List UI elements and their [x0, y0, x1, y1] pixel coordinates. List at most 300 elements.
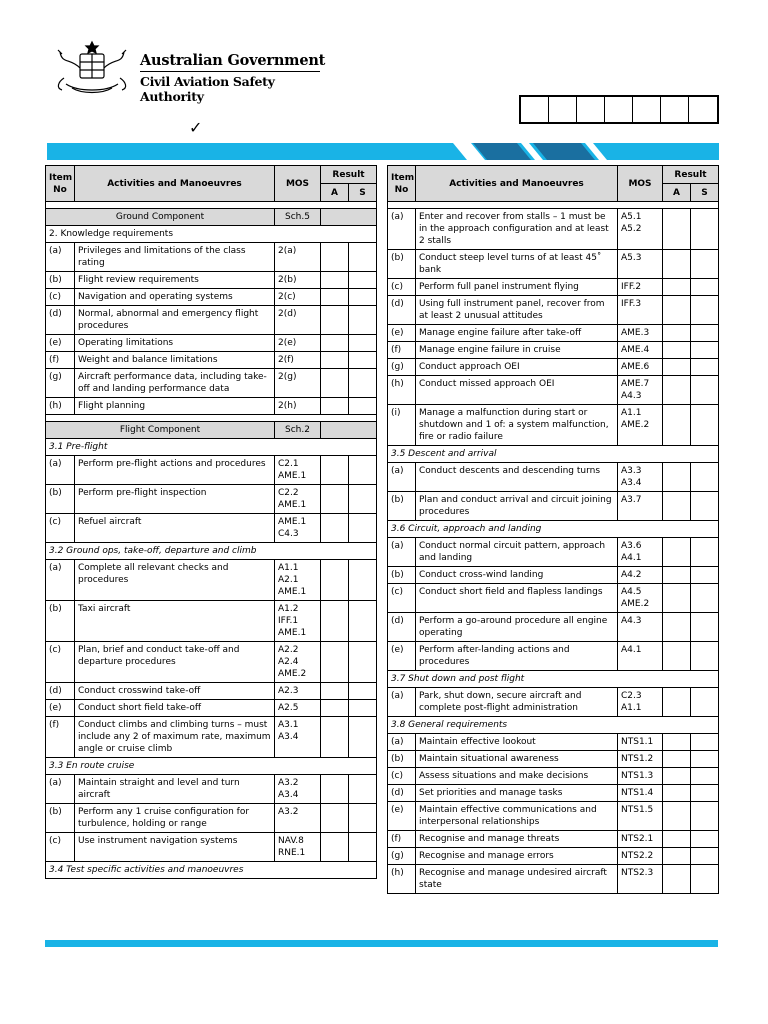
result-a-cell[interactable] [663, 785, 691, 802]
activity: Manage a malfunction during start or shutdown and 1 of: a system malfunction, fire or radio failure [416, 405, 618, 446]
section-3-8-rows [388, 734, 719, 894]
activity: Conduct missed approach OEI [416, 376, 618, 405]
result-s-cell[interactable] [349, 775, 377, 804]
checklist-row [46, 717, 377, 758]
section-3-6-heading: 3.6 Circuit, approach and landing [388, 521, 719, 538]
mos-ref: A4.5 AME.2 [618, 584, 663, 613]
activity: Conduct short field take-off [75, 700, 275, 717]
item-no: (c) [46, 833, 75, 862]
checklist-row [46, 560, 377, 601]
result-s-cell[interactable] [349, 804, 377, 833]
result-a-cell[interactable] [663, 342, 691, 359]
result-s-header: S [349, 184, 377, 202]
id-box[interactable] [633, 97, 661, 122]
mos-ref: A3.2 A3.4 [275, 775, 321, 804]
result-s-cell[interactable] [691, 613, 719, 642]
checklist-row [388, 613, 719, 642]
result-a-cell[interactable] [321, 456, 349, 485]
checklist-row [388, 768, 719, 785]
checklist-row [388, 785, 719, 802]
candidate-id-boxes[interactable] [519, 95, 719, 124]
section-3-5-heading: 3.5 Descent and arrival [388, 446, 719, 463]
activity: Recognise and manage threats [416, 831, 618, 848]
checklist-row [388, 296, 719, 325]
activities-header: Activities and Manoeuvres [75, 166, 275, 202]
result-a-cell[interactable] [321, 352, 349, 369]
item-no: (b) [46, 804, 75, 833]
result-s-cell[interactable] [691, 848, 719, 865]
result-s-cell[interactable] [349, 485, 377, 514]
result-a-cell[interactable] [663, 768, 691, 785]
result-s-cell[interactable] [691, 325, 719, 342]
activity: Recognise and manage undesired aircraft state [416, 865, 618, 894]
result-a-cell[interactable] [321, 398, 349, 415]
item-no: (c) [46, 514, 75, 543]
checklist-row [388, 250, 719, 279]
result-s-header: S [691, 184, 719, 202]
mos-ref: A4.1 [618, 642, 663, 671]
item-no: (f) [46, 717, 75, 758]
mos-ref: NTS1.5 [618, 802, 663, 831]
checklist-row [388, 688, 719, 717]
item-no: (a) [388, 734, 416, 751]
activity: Operating limitations [75, 335, 275, 352]
activity: Conduct steep level turns of at least 45˚ bank [416, 250, 618, 279]
mos-ref: NTS2.3 [618, 865, 663, 894]
mos-ref: A1.1 A2.1 AME.1 [275, 560, 321, 601]
checklist-row [388, 342, 719, 359]
item-no: (d) [46, 306, 75, 335]
mos-ref: 2(c) [275, 289, 321, 306]
result-a-cell[interactable] [663, 865, 691, 894]
section-3-4-heading: 3.4 Test specific activities and manoeuvres [46, 862, 377, 879]
result-a-cell[interactable] [663, 405, 691, 446]
checklist-row [46, 833, 377, 862]
result-s-cell[interactable] [349, 456, 377, 485]
result-s-cell[interactable] [691, 359, 719, 376]
mos-ref: NTS1.3 [618, 768, 663, 785]
section-3-1-heading: 3.1 Pre-flight [46, 439, 377, 456]
checklist-row [46, 272, 377, 289]
result-a-header: A [321, 184, 349, 202]
result-s-cell[interactable] [349, 700, 377, 717]
result-a-cell[interactable] [321, 243, 349, 272]
flight-component-sch: Sch.2 [275, 422, 321, 439]
knowledge-heading: 2. Knowledge requirements [46, 226, 377, 243]
result-s-cell[interactable] [349, 683, 377, 700]
checklist-row [46, 456, 377, 485]
item-no: (c) [388, 279, 416, 296]
mos-ref: IFF.3 [618, 296, 663, 325]
activity: Perform pre-flight inspection [75, 485, 275, 514]
result-s-cell[interactable] [691, 688, 719, 717]
header-banner [47, 143, 719, 160]
activity: Refuel aircraft [75, 514, 275, 543]
result-s-cell[interactable] [691, 734, 719, 751]
activity: Conduct cross-wind landing [416, 567, 618, 584]
result-a-cell[interactable] [321, 683, 349, 700]
result-s-cell[interactable] [349, 398, 377, 415]
section-3-8-heading: 3.8 General requirements [388, 717, 719, 734]
knowledge-rows [46, 243, 377, 415]
item-no: (g) [388, 848, 416, 865]
result-s-cell[interactable] [349, 514, 377, 543]
mos-ref: A4.2 [618, 567, 663, 584]
activity: Conduct climbs and climbing turns – must include any 2 of maximum rate, maximum angle or cruise climb [75, 717, 275, 758]
item-no: (a) [388, 463, 416, 492]
result-s-cell[interactable] [349, 306, 377, 335]
result-header: Result [663, 166, 719, 184]
checklist-row [388, 463, 719, 492]
result-a-cell[interactable] [663, 848, 691, 865]
result-a-cell[interactable] [663, 613, 691, 642]
activity: Conduct descents and descending turns [416, 463, 618, 492]
result-s-cell[interactable] [349, 369, 377, 398]
result-s-cell[interactable] [691, 802, 719, 831]
result-s-cell[interactable] [691, 463, 719, 492]
item-no: (c) [388, 768, 416, 785]
mos-ref: C2.3 A1.1 [618, 688, 663, 717]
checklist-row [46, 775, 377, 804]
activity: Manage engine failure in cruise [416, 342, 618, 359]
result-a-cell[interactable] [321, 514, 349, 543]
activity: Maintain effective lookout [416, 734, 618, 751]
result-s-cell[interactable] [691, 831, 719, 848]
checklist-row [388, 209, 719, 250]
checklist-row [388, 584, 719, 613]
mos-ref: 2(b) [275, 272, 321, 289]
left-checklist-table [45, 165, 377, 879]
activity: Set priorities and manage tasks [416, 785, 618, 802]
result-s-cell[interactable] [691, 296, 719, 325]
mos-ref: A2.5 [275, 700, 321, 717]
item-no: (a) [46, 775, 75, 804]
section-3-6-rows [388, 538, 719, 671]
mos-ref: AME.3 [618, 325, 663, 342]
activity: Maintain straight and level and turn aircraft [75, 775, 275, 804]
item-no: (f) [46, 352, 75, 369]
mos-ref: A5.1 A5.2 [618, 209, 663, 250]
result-s-cell[interactable] [349, 642, 377, 683]
result-a-cell[interactable] [663, 376, 691, 405]
item-no-header: Item No [46, 166, 75, 202]
item-no: (b) [388, 250, 416, 279]
activity: Perform pre-flight actions and procedures [75, 456, 275, 485]
item-no: (e) [46, 700, 75, 717]
result-s-cell[interactable] [691, 376, 719, 405]
mos-ref: A4.3 [618, 613, 663, 642]
section-3-7-rows [388, 688, 719, 717]
activity: Aircraft performance data, including take-off and landing performance data [75, 369, 275, 398]
checklist-row [388, 865, 719, 894]
mos-ref: A1.2 IFF.1 AME.1 [275, 601, 321, 642]
id-box[interactable] [577, 97, 605, 122]
section-3-3-heading: 3.3 En route cruise [46, 758, 377, 775]
result-s-cell[interactable] [691, 250, 719, 279]
activities-header: Activities and Manoeuvres [416, 166, 618, 202]
result-s-cell[interactable] [349, 560, 377, 601]
coat-of-arms-icon [52, 38, 132, 98]
activity: Maintain effective communications and interpersonal relationships [416, 802, 618, 831]
item-no: (b) [46, 485, 75, 514]
checklist-row [388, 751, 719, 768]
item-no: (d) [388, 613, 416, 642]
result-a-cell[interactable] [663, 751, 691, 768]
check-mark-icon: ✓ [189, 118, 203, 137]
item-no: (d) [388, 785, 416, 802]
result-a-cell[interactable] [321, 272, 349, 289]
checklist-row [388, 802, 719, 831]
result-s-cell[interactable] [691, 642, 719, 671]
item-no: (h) [46, 398, 75, 415]
mos-ref: 2(a) [275, 243, 321, 272]
item-no: (a) [388, 209, 416, 250]
item-no: (a) [46, 243, 75, 272]
result-a-cell[interactable] [321, 560, 349, 601]
result-a-cell[interactable] [321, 306, 349, 335]
mos-ref: NAV.8 RNE.1 [275, 833, 321, 862]
mos-ref: A2.2 A2.4 AME.2 [275, 642, 321, 683]
checklist-row [46, 243, 377, 272]
result-a-cell[interactable] [321, 833, 349, 862]
mos-ref: NTS2.1 [618, 831, 663, 848]
result-s-cell[interactable] [349, 289, 377, 306]
result-a-cell[interactable] [663, 209, 691, 250]
item-no: (c) [46, 289, 75, 306]
activity: Plan, brief and conduct take-off and departure procedures [75, 642, 275, 683]
org-line-1: Australian Government [140, 52, 326, 69]
mos-header: MOS [618, 166, 663, 202]
casa-header [52, 38, 332, 105]
result-a-cell[interactable] [663, 538, 691, 567]
item-no: (a) [46, 456, 75, 485]
item-no: (a) [46, 560, 75, 601]
result-a-cell[interactable] [321, 485, 349, 514]
activity: Perform any 1 cruise configuration for turbulence, holding or range [75, 804, 275, 833]
result-a-cell[interactable] [663, 463, 691, 492]
activity: Weight and balance limitations [75, 352, 275, 369]
result-s-cell[interactable] [691, 405, 719, 446]
result-a-cell[interactable] [663, 279, 691, 296]
item-no: (b) [388, 567, 416, 584]
id-box[interactable] [605, 97, 633, 122]
item-no: (a) [388, 538, 416, 567]
result-a-cell[interactable] [321, 289, 349, 306]
result-s-cell[interactable] [691, 492, 719, 521]
activity: Normal, abnormal and emergency flight procedures [75, 306, 275, 335]
checklist-row [46, 352, 377, 369]
result-s-cell[interactable] [691, 584, 719, 613]
checklist-row [388, 831, 719, 848]
result-a-cell[interactable] [663, 642, 691, 671]
mos-ref: A3.7 [618, 492, 663, 521]
checklist-row [46, 369, 377, 398]
section-3-4-rows [388, 209, 719, 446]
result-s-cell[interactable] [691, 751, 719, 768]
checklist-row [388, 848, 719, 865]
activity: Enter and recover from stalls – 1 must be in the approach configuration and at least 2 stalls [416, 209, 618, 250]
activity: Flight review requirements [75, 272, 275, 289]
result-a-cell[interactable] [321, 700, 349, 717]
item-no: (b) [388, 751, 416, 768]
activity: Manage engine failure after take-off [416, 325, 618, 342]
section-3-7-heading: 3.7 Shut down and post flight [388, 671, 719, 688]
result-a-cell[interactable] [663, 250, 691, 279]
result-s-cell[interactable] [349, 272, 377, 289]
checklist-row [46, 601, 377, 642]
mos-ref: AME.4 [618, 342, 663, 359]
item-no: (c) [46, 642, 75, 683]
result-s-cell[interactable] [349, 335, 377, 352]
mos-ref: NTS1.2 [618, 751, 663, 768]
result-header: Result [321, 166, 377, 184]
result-a-cell[interactable] [663, 325, 691, 342]
activity: Using full instrument panel, recover from at least 2 unusual attitudes [416, 296, 618, 325]
result-s-cell[interactable] [349, 717, 377, 758]
flight-component-title: Flight Component [46, 422, 275, 439]
result-a-cell[interactable] [663, 688, 691, 717]
mos-ref: A3.3 A3.4 [618, 463, 663, 492]
mos-ref: C2.1 AME.1 [275, 456, 321, 485]
mos-ref: AME.1 C4.3 [275, 514, 321, 543]
activity: Recognise and manage errors [416, 848, 618, 865]
activity: Perform full panel instrument flying [416, 279, 618, 296]
result-s-cell[interactable] [691, 279, 719, 296]
activity: Flight planning [75, 398, 275, 415]
activity: Assess situations and make decisions [416, 768, 618, 785]
activity: Privileges and limitations of the class rating [75, 243, 275, 272]
result-s-cell[interactable] [691, 768, 719, 785]
item-no: (f) [388, 831, 416, 848]
activity: Conduct short field and flapless landings [416, 584, 618, 613]
activity: Navigation and operating systems [75, 289, 275, 306]
section-3-3-rows [46, 775, 377, 862]
result-a-cell[interactable] [663, 802, 691, 831]
checklist-row [46, 642, 377, 683]
result-s-cell[interactable] [691, 342, 719, 359]
activity: Complete all relevant checks and procedures [75, 560, 275, 601]
checklist-row [388, 567, 719, 584]
id-box[interactable] [689, 97, 717, 122]
mos-ref: NTS1.4 [618, 785, 663, 802]
activity: Use instrument navigation systems [75, 833, 275, 862]
mos-ref: NTS1.1 [618, 734, 663, 751]
id-box[interactable] [521, 97, 549, 122]
mos-ref: 2(f) [275, 352, 321, 369]
result-a-cell[interactable] [663, 831, 691, 848]
result-a-cell[interactable] [663, 734, 691, 751]
result-s-cell[interactable] [691, 567, 719, 584]
item-no: (e) [388, 325, 416, 342]
org-divider [140, 71, 320, 72]
result-a-cell[interactable] [663, 567, 691, 584]
ground-component-sch: Sch.5 [275, 209, 321, 226]
mos-ref: A2.3 [275, 683, 321, 700]
item-no: (e) [388, 642, 416, 671]
activity: Conduct crosswind take-off [75, 683, 275, 700]
result-s-cell[interactable] [691, 209, 719, 250]
activity: Taxi aircraft [75, 601, 275, 642]
section-3-2-heading: 3.2 Ground ops, take-off, departure and climb [46, 543, 377, 560]
item-no: (b) [388, 492, 416, 521]
result-a-cell[interactable] [663, 296, 691, 325]
result-a-cell[interactable] [321, 717, 349, 758]
result-s-cell[interactable] [691, 865, 719, 894]
section-3-2-rows [46, 560, 377, 758]
section-3-1-rows [46, 456, 377, 543]
item-no: (i) [388, 405, 416, 446]
result-a-cell[interactable] [321, 775, 349, 804]
mos-ref: 2(d) [275, 306, 321, 335]
mos-ref: A3.1 A3.4 [275, 717, 321, 758]
item-no-header: Item No [388, 166, 416, 202]
result-a-cell[interactable] [321, 369, 349, 398]
result-a-cell[interactable] [321, 601, 349, 642]
result-s-cell[interactable] [349, 833, 377, 862]
footer-band [45, 940, 718, 947]
id-box[interactable] [549, 97, 577, 122]
item-no: (b) [46, 601, 75, 642]
mos-ref: 2(e) [275, 335, 321, 352]
mos-ref: 2(g) [275, 369, 321, 398]
activity: Perform after-landing actions and procedures [416, 642, 618, 671]
activity: Plan and conduct arrival and circuit joining procedures [416, 492, 618, 521]
mos-ref: 2(h) [275, 398, 321, 415]
item-no: (e) [388, 802, 416, 831]
checklist-row [46, 485, 377, 514]
activity: Maintain situational awareness [416, 751, 618, 768]
item-no: (e) [46, 335, 75, 352]
item-no: (h) [388, 376, 416, 405]
checklist-row [388, 538, 719, 567]
result-a-cell[interactable] [663, 492, 691, 521]
mos-ref: IFF.2 [618, 279, 663, 296]
result-s-cell[interactable] [691, 538, 719, 567]
checklist-row [388, 376, 719, 405]
ground-component-title: Ground Component [46, 209, 275, 226]
checklist-row [46, 306, 377, 335]
item-no: (f) [388, 342, 416, 359]
item-no: (a) [388, 688, 416, 717]
id-box[interactable] [661, 97, 689, 122]
section-3-5-rows [388, 463, 719, 521]
checklist-row [388, 734, 719, 751]
result-a-cell[interactable] [663, 584, 691, 613]
result-s-cell[interactable] [349, 243, 377, 272]
item-no: (g) [388, 359, 416, 376]
result-s-cell[interactable] [349, 352, 377, 369]
activity: Park, shut down, secure aircraft and complete post-flight administration [416, 688, 618, 717]
checklist-row [46, 335, 377, 352]
checklist-row [388, 359, 719, 376]
result-s-cell[interactable] [691, 785, 719, 802]
result-a-cell[interactable] [321, 642, 349, 683]
result-a-cell[interactable] [321, 804, 349, 833]
mos-ref: A3.2 [275, 804, 321, 833]
mos-ref: A1.1 AME.2 [618, 405, 663, 446]
result-a-cell[interactable] [663, 359, 691, 376]
org-line-2: Civil Aviation Safety Authority [140, 74, 275, 105]
right-checklist-table [387, 165, 719, 894]
mos-header: MOS [275, 166, 321, 202]
result-a-cell[interactable] [321, 335, 349, 352]
mos-ref: A3.6 A4.1 [618, 538, 663, 567]
checklist-row [46, 700, 377, 717]
activity: Perform a go-around procedure all engine operating [416, 613, 618, 642]
result-s-cell[interactable] [349, 601, 377, 642]
checklist-row [388, 279, 719, 296]
item-no: (d) [388, 296, 416, 325]
